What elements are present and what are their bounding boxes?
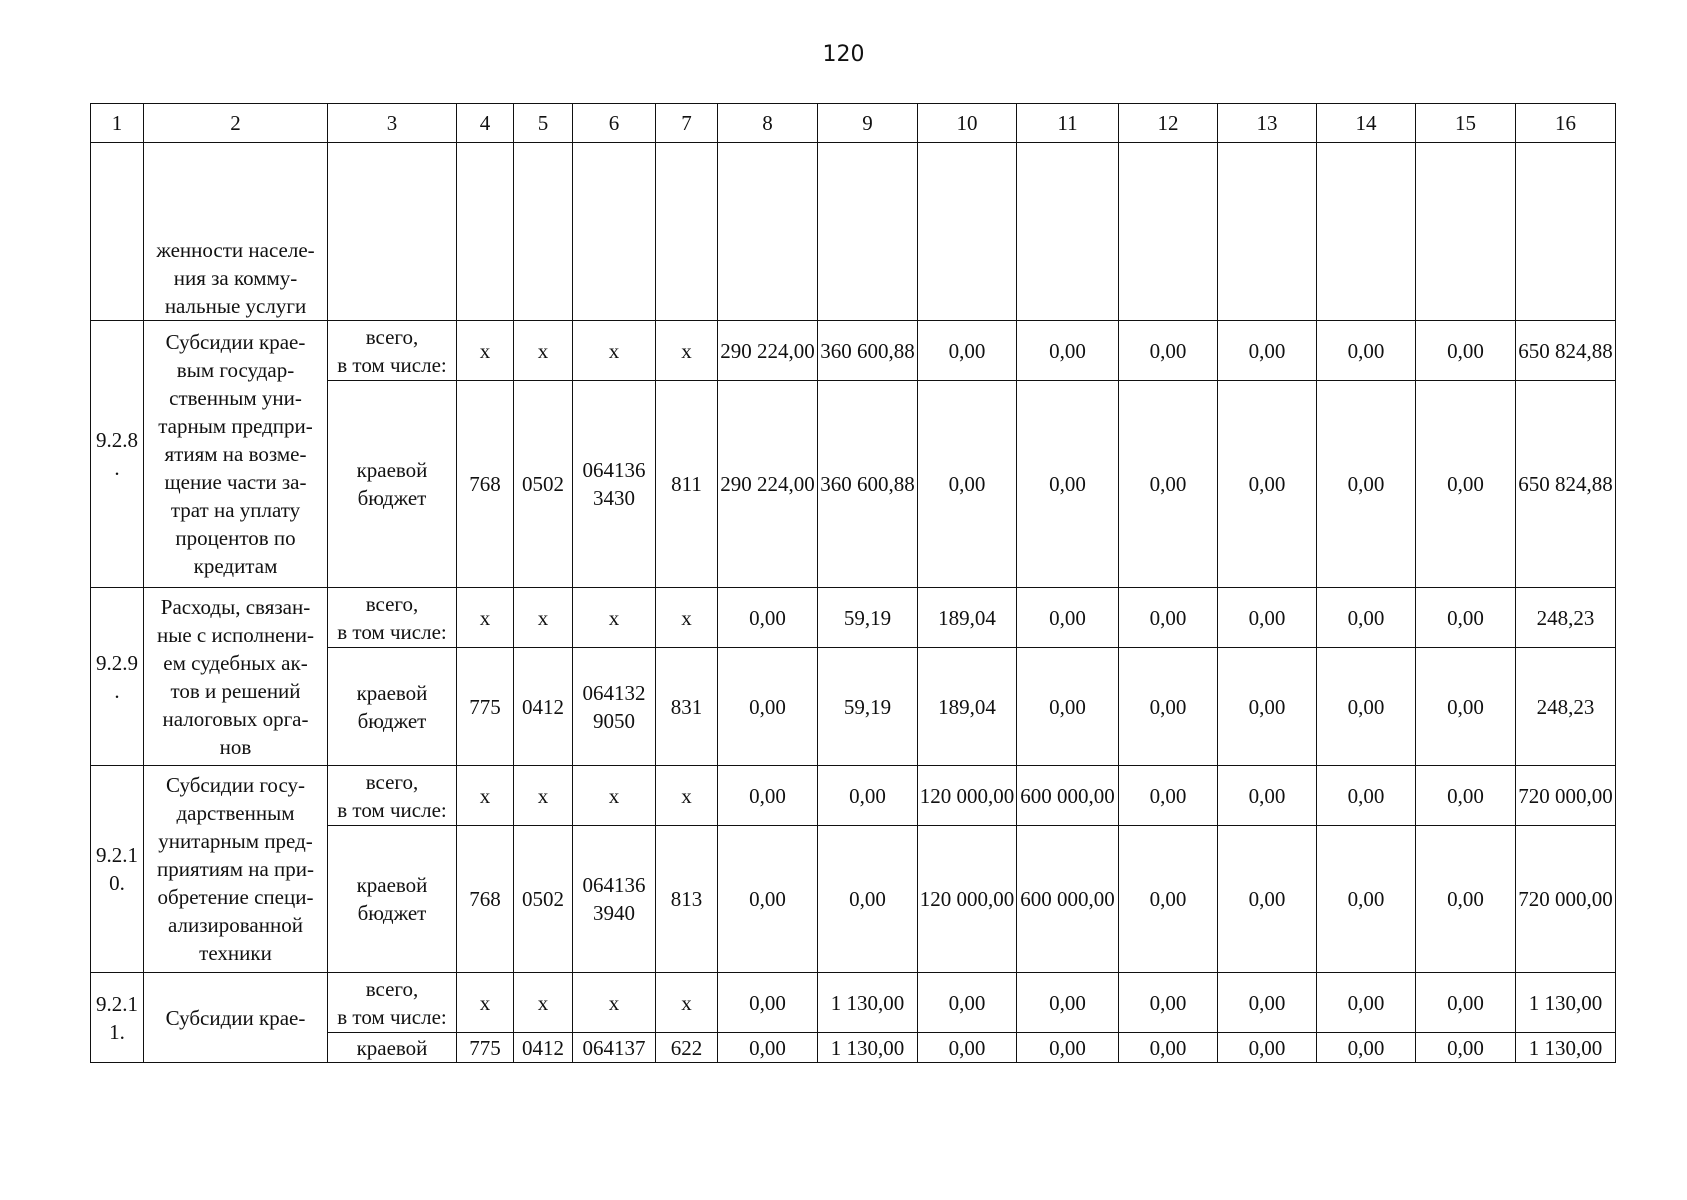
cell-c11: 600 000,00 xyxy=(1017,766,1119,826)
cell-c12: 0,00 xyxy=(1119,826,1218,973)
col-header-1: 1 xyxy=(91,104,144,143)
item-name: Субсидии госу- дарственным унитарным пред- приятиям на при- обретение специ- ализированной техники xyxy=(144,766,328,973)
cell-c7: x xyxy=(656,766,718,826)
cell-c13: 0,00 xyxy=(1218,588,1317,648)
cell-c4: 768 xyxy=(457,826,514,973)
cell-c12: 0,00 xyxy=(1119,648,1218,766)
cell-c10: 120 000,00 xyxy=(918,766,1017,826)
col-header-9: 9 xyxy=(818,104,918,143)
col-header-4: 4 xyxy=(457,104,514,143)
budget-table xyxy=(90,103,1616,1063)
cell-c7: 622 xyxy=(656,1033,718,1063)
cell-c7: 813 xyxy=(656,826,718,973)
cell-c14: 0,00 xyxy=(1317,381,1416,588)
empty-cell xyxy=(718,143,818,321)
cell-c13: 0,00 xyxy=(1218,826,1317,973)
cell-c11: 0,00 xyxy=(1017,321,1119,381)
empty-cell xyxy=(1218,143,1317,321)
cell-c16: 650 824,88 xyxy=(1516,321,1616,381)
col-header-14: 14 xyxy=(1317,104,1416,143)
empty-cell xyxy=(1416,143,1516,321)
cell-c6: 064136 3430 xyxy=(573,381,656,588)
cell-c6: 064132 9050 xyxy=(573,648,656,766)
funding-source: всего, в том числе: xyxy=(328,321,457,381)
empty-cell xyxy=(1516,143,1616,321)
cell-c10: 0,00 xyxy=(918,1033,1017,1063)
col-header-12: 12 xyxy=(1119,104,1218,143)
cell-c6: x xyxy=(573,321,656,381)
col-header-8: 8 xyxy=(718,104,818,143)
cell-c5: 0502 xyxy=(514,826,573,973)
cell-c16: 720 000,00 xyxy=(1516,766,1616,826)
cell-c13: 0,00 xyxy=(1218,648,1317,766)
row-number: 9.2.1 0. xyxy=(91,766,144,973)
cell-c11: 600 000,00 xyxy=(1017,826,1119,973)
cell-c9: 1 130,00 xyxy=(818,973,918,1033)
cell-c4: x xyxy=(457,766,514,826)
cell-c9: 1 130,00 xyxy=(818,1033,918,1063)
row-number: 9.2.8 . xyxy=(91,321,144,588)
cell-c8: 0,00 xyxy=(718,588,818,648)
table-row xyxy=(91,973,1616,1033)
cell-c7: x xyxy=(656,321,718,381)
cell-c15: 0,00 xyxy=(1416,321,1516,381)
empty-cell xyxy=(1017,143,1119,321)
cell-c10: 0,00 xyxy=(918,321,1017,381)
cell-c12: 0,00 xyxy=(1119,588,1218,648)
cell-c12: 0,00 xyxy=(1119,1033,1218,1063)
col-header-3: 3 xyxy=(328,104,457,143)
cell-c4: 775 xyxy=(457,648,514,766)
col-header-13: 13 xyxy=(1218,104,1317,143)
col-header-6: 6 xyxy=(573,104,656,143)
cell-c9: 0,00 xyxy=(818,826,918,973)
cell-c12: 0,00 xyxy=(1119,381,1218,588)
cell-c6: x xyxy=(573,766,656,826)
cell-c9: 360 600,88 xyxy=(818,381,918,588)
continuation-row xyxy=(91,143,1616,321)
funding-source: краевой бюджет xyxy=(328,648,457,766)
empty-cell xyxy=(1317,143,1416,321)
cell-c8: 290 224,00 xyxy=(718,321,818,381)
item-name: женности населе- ния за комму- нальные услуги xyxy=(144,143,328,321)
cell-c4: x xyxy=(457,321,514,381)
cell-c13: 0,00 xyxy=(1218,766,1317,826)
cell-c6: 064136 3940 xyxy=(573,826,656,973)
cell-c4: 768 xyxy=(457,381,514,588)
cell-c5: 0502 xyxy=(514,381,573,588)
cell-c16: 720 000,00 xyxy=(1516,826,1616,973)
funding-source: всего, в том числе: xyxy=(328,766,457,826)
cell-c6: x xyxy=(573,588,656,648)
cell-c11: 0,00 xyxy=(1017,588,1119,648)
cell-c15: 0,00 xyxy=(1416,381,1516,588)
cell-c14: 0,00 xyxy=(1317,826,1416,973)
empty-cell xyxy=(818,143,918,321)
row-number: 9.2.9 . xyxy=(91,588,144,766)
cell-c9: 59,19 xyxy=(818,588,918,648)
empty-cell xyxy=(656,143,718,321)
cell-c7: x xyxy=(656,973,718,1033)
cell-c6: 064137 xyxy=(573,1033,656,1063)
cell-c14: 0,00 xyxy=(1317,321,1416,381)
empty-cell xyxy=(328,143,457,321)
col-header-11: 11 xyxy=(1017,104,1119,143)
cell-c10: 0,00 xyxy=(918,381,1017,588)
cell-c8: 0,00 xyxy=(718,1033,818,1063)
funding-source: всего, в том числе: xyxy=(328,973,457,1033)
cell-c7: x xyxy=(656,588,718,648)
cell-c14: 0,00 xyxy=(1317,766,1416,826)
cell-c8: 0,00 xyxy=(718,826,818,973)
item-name: Субсидии крае- вым государ- ственным уни- тарным предпри- ятиям на возме- щение части за- трат на уплату процентов по кредитам xyxy=(144,321,328,588)
cell-c14: 0,00 xyxy=(1317,588,1416,648)
cell-c9: 59,19 xyxy=(818,648,918,766)
col-header-2: 2 xyxy=(144,104,328,143)
cell-c16: 248,23 xyxy=(1516,648,1616,766)
cell-c15: 0,00 xyxy=(1416,648,1516,766)
cell-c11: 0,00 xyxy=(1017,973,1119,1033)
header-row xyxy=(91,104,1616,143)
cell-c11: 0,00 xyxy=(1017,381,1119,588)
empty-cell xyxy=(918,143,1017,321)
cell-c11: 0,00 xyxy=(1017,1033,1119,1063)
row-number: 9.2.1 1. xyxy=(91,973,144,1063)
col-header-15: 15 xyxy=(1416,104,1516,143)
cell-c15: 0,00 xyxy=(1416,1033,1516,1063)
cell-c15: 0,00 xyxy=(1416,826,1516,973)
empty-cell xyxy=(1119,143,1218,321)
cell-c14: 0,00 xyxy=(1317,973,1416,1033)
cell-c5: x xyxy=(514,321,573,381)
cell-c4: x xyxy=(457,973,514,1033)
item-name: Субсидии крае- xyxy=(144,973,328,1063)
cell-c13: 0,00 xyxy=(1218,973,1317,1033)
cell-c8: 0,00 xyxy=(718,648,818,766)
cell-c6: x xyxy=(573,973,656,1033)
cell-c14: 0,00 xyxy=(1317,1033,1416,1063)
cell-c15: 0,00 xyxy=(1416,588,1516,648)
cell-c16: 650 824,88 xyxy=(1516,381,1616,588)
cell-c10: 189,04 xyxy=(918,588,1017,648)
cell-c5: 0412 xyxy=(514,1033,573,1063)
cell-c12: 0,00 xyxy=(1119,973,1218,1033)
empty-cell xyxy=(573,143,656,321)
item-name: Расходы, связан- ные с исполнени- ем судебных ак- тов и решений налоговых орга- нов xyxy=(144,588,328,766)
row-number xyxy=(91,143,144,321)
cell-c10: 120 000,00 xyxy=(918,826,1017,973)
cell-c9: 360 600,88 xyxy=(818,321,918,381)
funding-source: краевой xyxy=(328,1033,457,1063)
col-header-7: 7 xyxy=(656,104,718,143)
cell-c5: x xyxy=(514,766,573,826)
cell-c15: 0,00 xyxy=(1416,973,1516,1033)
cell-c8: 290 224,00 xyxy=(718,381,818,588)
cell-c8: 0,00 xyxy=(718,973,818,1033)
table-row xyxy=(91,321,1616,381)
table-row xyxy=(91,588,1616,648)
cell-c12: 0,00 xyxy=(1119,766,1218,826)
cell-c4: x xyxy=(457,588,514,648)
cell-c16: 1 130,00 xyxy=(1516,1033,1616,1063)
cell-c5: x xyxy=(514,588,573,648)
cell-c10: 189,04 xyxy=(918,648,1017,766)
cell-c9: 0,00 xyxy=(818,766,918,826)
page-number: 120 xyxy=(822,42,865,67)
cell-c12: 0,00 xyxy=(1119,321,1218,381)
cell-c7: 831 xyxy=(656,648,718,766)
cell-c16: 248,23 xyxy=(1516,588,1616,648)
funding-source: краевой бюджет xyxy=(328,826,457,973)
cell-c5: x xyxy=(514,973,573,1033)
empty-cell xyxy=(457,143,514,321)
cell-c13: 0,00 xyxy=(1218,381,1317,588)
col-header-5: 5 xyxy=(514,104,573,143)
cell-c7: 811 xyxy=(656,381,718,588)
cell-c8: 0,00 xyxy=(718,766,818,826)
cell-c5: 0412 xyxy=(514,648,573,766)
cell-c15: 0,00 xyxy=(1416,766,1516,826)
funding-source: краевой бюджет xyxy=(328,381,457,588)
table-row xyxy=(91,766,1616,826)
cell-c14: 0,00 xyxy=(1317,648,1416,766)
cell-c13: 0,00 xyxy=(1218,321,1317,381)
empty-cell xyxy=(514,143,573,321)
cell-c4: 775 xyxy=(457,1033,514,1063)
cell-c10: 0,00 xyxy=(918,973,1017,1033)
cell-c11: 0,00 xyxy=(1017,648,1119,766)
col-header-16: 16 xyxy=(1516,104,1616,143)
cell-c16: 1 130,00 xyxy=(1516,973,1616,1033)
col-header-10: 10 xyxy=(918,104,1017,143)
cell-c13: 0,00 xyxy=(1218,1033,1317,1063)
funding-source: всего, в том числе: xyxy=(328,588,457,648)
